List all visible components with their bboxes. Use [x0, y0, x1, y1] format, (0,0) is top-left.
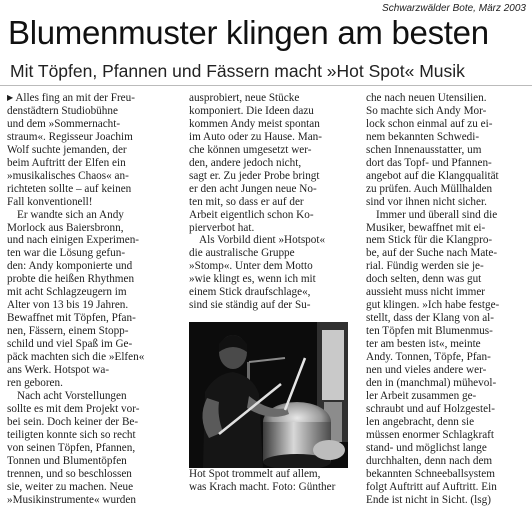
text-line: Morlock aus Baiersbronn, [7, 221, 124, 234]
text-line: Er wandte sich an Andy [17, 208, 124, 221]
text-line: nem Stick für die Klangpro- [366, 234, 493, 247]
text-line: einem Stick draufschlage«, [189, 286, 311, 299]
text-line: Ende ist nicht in Sicht. (lsg) [366, 493, 491, 506]
text-line: nen und vieles andere wer- [366, 364, 487, 377]
text-line: im Auto oder zu Hause. Man- [189, 130, 322, 143]
text-line: denstädtern Studiobühne [7, 104, 118, 117]
text-line: Immer und überall sind die [376, 208, 498, 221]
text-line: che können umgesetzt wer- [189, 143, 312, 156]
article-column-2 [189, 92, 353, 312]
text-line: be, auf der Suche nach Mate- [366, 247, 498, 260]
text-line: den in (manchmal) mühevol- [366, 376, 497, 389]
text-line: schraubt und auf Holzgestel- [366, 402, 495, 415]
text-line: päck machten sich die »Elfen« [7, 351, 145, 364]
text-line: trennen, und so beschlossen [7, 467, 132, 480]
text-line: aussieht muss nicht immer [366, 286, 486, 299]
headline: Blumenmuster klingen am besten [8, 14, 489, 51]
photo-image [189, 322, 348, 468]
text-line: rial. Fündig werden sie je- [366, 260, 484, 273]
text-line: Musiker, bewaffnet mit ei- [366, 221, 486, 234]
article-column-1 [7, 92, 177, 507]
text-line: Alter von 13 bis 19 Jahren. [7, 299, 129, 312]
text-line: folgt Auftritt auf Auftritt. Ein [366, 480, 497, 493]
text-line: Wolf suchte jemanden, der [7, 143, 127, 156]
text-line: sind sie ständig auf der Su- [189, 299, 311, 312]
text-line: bekannten Schneeballsystem [366, 467, 495, 480]
text-line: »Musikinstrumente« wurden [7, 493, 136, 506]
article-column-3 [366, 92, 528, 507]
text-line: Andy. Tonnen, Töpfe, Pfan- [366, 351, 491, 364]
photo-caption [189, 468, 359, 494]
text-line: ausprobiert, neue Stücke [189, 92, 300, 104]
text-line: richteten sollte – auf keinen [7, 182, 132, 195]
text-line: Tonnen und Blumentöpfen [7, 454, 127, 467]
text-line: sagt er. Zu jeder Probe bringt [189, 169, 320, 182]
source-line: Schwarzwälder Bote, März 2003 [382, 3, 526, 14]
text-line: Alles fing an mit der Freu- [15, 92, 135, 104]
text-line: ten war die Lösung gefun- [7, 247, 126, 260]
text-line: beim Auftritt der Elfen ein [7, 156, 126, 169]
text-line: lock schon einmal auf zu ei- [366, 117, 493, 130]
text-line: zu prüfen. Auch Müllhalden [366, 182, 493, 195]
text-line: So machte sich Andy Mor- [366, 104, 487, 117]
text-line: Als Vorbild dient »Hotspot« [199, 234, 326, 247]
caption-line: Hot Spot trommelt auf allem, [189, 468, 321, 480]
text-line: und dem »Sommernacht- [7, 117, 121, 130]
text-line: ter am besten ist«, meinte [366, 338, 481, 351]
text-line: che nach neuen Utensilien. [366, 92, 487, 104]
text-line: »wie klingt es, wenn ich mit [189, 273, 316, 286]
text-line: ans Werk. Hotspot wa- [7, 364, 110, 377]
text-line: ren geboren. [7, 376, 63, 389]
text-line: er den acht Jungen neue No- [189, 182, 317, 195]
text-line: von seinen Töpfen, Pfannen, [7, 441, 136, 454]
text-line: stellt, dass der Klang von al- [366, 312, 495, 325]
text-line: durchhalten, denn nach dem [366, 454, 493, 467]
text-line: müssen enormer Schlagkraft [366, 428, 494, 441]
text-line: dort das Topf- und Pfannen- [366, 156, 492, 169]
text-line: schen Innenausstatter, um [366, 143, 482, 156]
text-line: nem bekannten Schwedi- [366, 130, 480, 143]
text-line: »musikalisches Chaos« an- [7, 169, 129, 182]
text-line: angebot auf die Klangqualität [366, 169, 499, 182]
text-line: Arbeit eigentlich schon Ko- [189, 208, 314, 221]
subheadline: Mit Töpfen, Pfannen und Fässern macht »Hot Spot« Musik [10, 61, 465, 81]
text-line: nen, Fässern, einem Stopp- [7, 325, 129, 338]
text-line: Fall konventionell! [7, 195, 93, 208]
text-line: sollte es mit dem Projekt vor- [7, 402, 140, 415]
text-line: Bewaffnet mit Töpfen, Pfan- [7, 312, 136, 325]
caption-line: was Krach macht. Foto: Günther [189, 481, 336, 493]
text-line: len angebracht, denn sie [366, 415, 475, 428]
text-line: sind vor ihnen nicht sicher. [366, 195, 487, 208]
text-line: schild und viel Spaß im Ge- [7, 338, 133, 351]
text-line: probte die heißen Rhythmen [7, 273, 135, 286]
text-line: ten mit, so dass er auf der [189, 195, 304, 208]
text-line: mit acht Schlagzeugern im [7, 286, 127, 299]
text-line: kommen Andy meist spontan [189, 117, 320, 130]
text-line: ten Töpfen mit Blumenmus- [366, 325, 493, 338]
text-line: stand- und möglichst lange [366, 441, 487, 454]
text-line: komponiert. Die Ideen dazu [189, 104, 314, 117]
text-line: doch selten, denn was gut [366, 273, 482, 286]
text-line: gut klingen. »Ich habe festge- [366, 299, 500, 312]
bullet-icon: ▶ [7, 93, 14, 102]
text-line: sie, weiter zu machen. Neue [7, 480, 134, 493]
text-line: den, andere jedoch nicht, [189, 156, 302, 169]
text-line: pierverbot hat. [189, 221, 255, 234]
text-line: Nach acht Vorstellungen [17, 389, 127, 402]
text-line: teiligten konnte sich so recht [7, 428, 136, 441]
text-line: bei sein. Doch keiner der Be- [7, 415, 139, 428]
text-line: und nach einigen Experimen- [7, 234, 140, 247]
text-line: die australische Gruppe [189, 247, 295, 260]
text-line: »Stomp«. Unter dem Motto [189, 260, 313, 273]
text-line: den: Andy komponierte und [7, 260, 133, 273]
text-line: straum«. Regisseur Joachim [7, 130, 133, 143]
drummer-photo [189, 322, 348, 468]
text-line: ler Arbeit zusammen ge- [366, 389, 477, 402]
divider [0, 85, 532, 86]
